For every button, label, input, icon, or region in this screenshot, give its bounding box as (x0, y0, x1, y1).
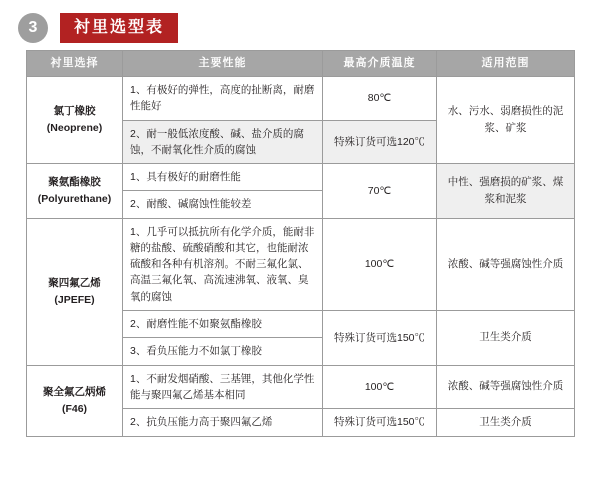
temperature-cell: 特殊订货可选120℃ (323, 120, 437, 164)
lining-name-cell (27, 218, 123, 365)
lining-name-cn: 聚四氟乙烯 (48, 276, 101, 289)
table-row (27, 164, 575, 191)
lining-name-en: (Neoprene) (46, 122, 103, 135)
column-header-performance: 主要性能 (123, 51, 323, 77)
temperature-cell: 100℃ (323, 218, 437, 310)
page-header (0, 0, 600, 46)
application-cell: 浓酸、碱等强腐蚀性介质 (437, 218, 575, 310)
lining-name-en: (JPEFE) (54, 293, 95, 306)
application-cell: 中性、强磨损的矿浆、煤浆和泥浆 (437, 164, 575, 219)
lining-name-cell (27, 365, 123, 436)
lining-name-cell (27, 164, 123, 219)
application-cell: 卫生类介质 (437, 409, 575, 437)
temperature-cell: 80℃ (323, 77, 437, 121)
temperature-cell: 70℃ (323, 164, 437, 219)
step-badge: 3 (18, 13, 48, 43)
column-header-application: 适用范围 (437, 51, 575, 77)
temperature-cell: 特殊订货可选150℃ (323, 409, 437, 437)
performance-cell: 1、不耐发烟硝酸、三基锂，其他化学性能与聚四氟乙烯基本相同 (123, 365, 323, 409)
table-row (27, 77, 575, 121)
table-body (27, 77, 575, 437)
application-cell: 水、污水、弱磨损性的泥浆、矿浆 (437, 77, 575, 164)
table-row (27, 365, 575, 409)
performance-cell: 1、具有极好的耐磨性能 (123, 164, 323, 191)
spec-table-container (0, 46, 600, 437)
lining-name-cn: 氯丁橡胶 (53, 105, 96, 118)
temperature-cell: 特殊订货可选150℃ (323, 310, 437, 365)
performance-cell: 1、几乎可以抵抗所有化学介质，能耐非糖的盐酸、硫酸硝酸和其它，也能耐浓硫酸和各种有机溶剂。不耐三氟化氯、高温三氟化氧、高流速沸氧、液氧、臭氧的腐蚀 (123, 218, 323, 310)
lining-name-cn: 聚全氟乙炳烯 (43, 385, 106, 398)
page-title: 衬里选型表 (60, 13, 178, 43)
performance-cell: 1、有极好的弹性，高度的扯断离，耐磨性能好 (123, 77, 323, 121)
application-cell: 卫生类介质 (437, 310, 575, 365)
performance-cell: 2、抗负压能力高于聚四氟乙烯 (123, 409, 323, 437)
performance-cell: 3、看负压能力不如氯丁橡胶 (123, 338, 323, 365)
table-row (27, 218, 575, 310)
performance-cell: 2、耐一般低浓度酸、碱、盐介质的腐蚀，不耐氧化性介质的腐蚀 (123, 120, 323, 164)
lining-selection-table (26, 50, 575, 437)
table-header (27, 51, 575, 77)
lining-name-en: (Polyurethane) (37, 192, 112, 205)
lining-name-cell (27, 77, 123, 164)
column-header-max-temperature: 最高介质温度 (323, 51, 437, 77)
table-header-row (27, 51, 575, 77)
performance-cell: 2、耐磨性能不如聚氨酯橡胶 (123, 310, 323, 337)
lining-name-en: (F46) (61, 402, 88, 415)
performance-cell: 2、耐酸、碱腐蚀性能较差 (123, 191, 323, 218)
column-header-lining: 衬里选择 (27, 51, 123, 77)
application-cell: 浓酸、碱等强腐蚀性介质 (437, 365, 575, 409)
temperature-cell: 100℃ (323, 365, 437, 409)
lining-name-cn: 聚氨酯橡胶 (48, 176, 101, 189)
